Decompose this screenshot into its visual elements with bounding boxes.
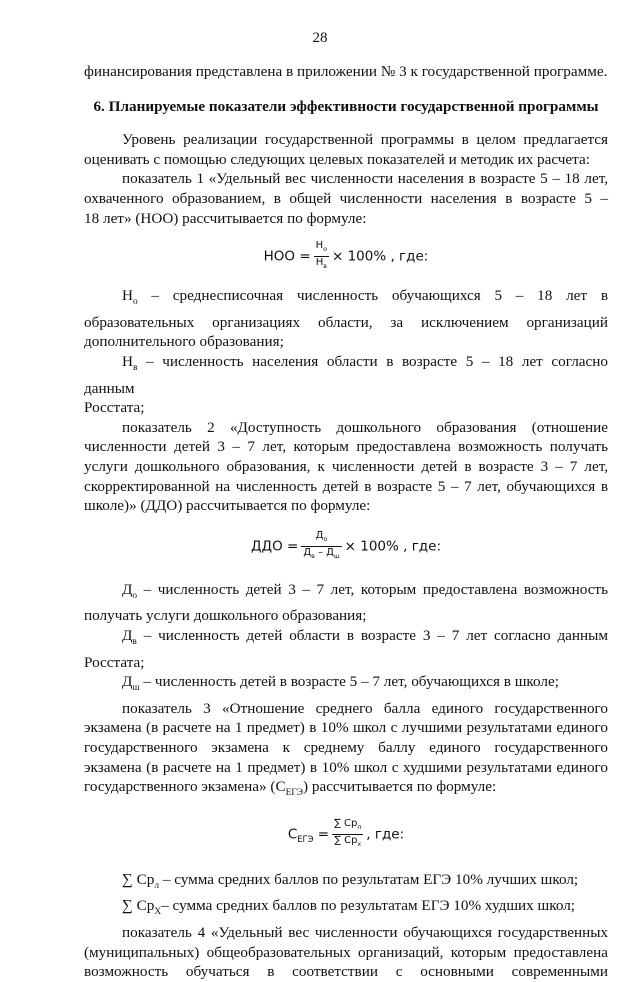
definition-line: ∑ $Ср_Х-$ сумма средних баллов по результатам ЕГЭ 10% худших школ;	[122, 897, 576, 918]
definition-line: образовательных организациях области, за исключением организаций	[84, 313, 608, 331]
paragraph-line: охваченного образованием, в общей численности населения в возрасте 5 –	[84, 189, 608, 207]
paragraph-line: государственного экзамена к среднему баллу единого государственного	[84, 739, 608, 756]
paragraph-line: Уровень реализации государственной программы в целом предлагается	[122, 131, 608, 149]
page-content	[84, 62, 608, 982]
formula-ege: $С_{ЕГЭ}$ = $\frac{\sum Ср_л}{\sum Ср_х}$ , где:	[84, 818, 608, 856]
paragraph-line: оценивать с помощью следующих целевых показателей и методик их расчета:	[84, 150, 590, 168]
paragraph-line: показатель 2 «Доступность дошкольного образования (отношение	[122, 418, 608, 436]
page-number: 28	[312, 30, 328, 46]
paragraph-line: 18 лет» (НОО) рассчитывается по формуле:	[84, 209, 367, 227]
formula-noo: НОО = $\frac{Н_о}{Н_в}$ × 100% , где:	[84, 240, 608, 276]
paragraph-line: численности детей 3 – 7 лет, которым предоставлена возможность получать	[84, 438, 608, 456]
formula-ddo: ДДО = $\frac{Д_о}{Д_в - Д_ш}$ × 100% , где:	[84, 530, 608, 566]
definition-line: $Д_в$ – численность детей области в возрасте 3 – 7 лет согласно данным	[122, 626, 608, 647]
paragraph-line: экзамена (в расчете на 1 предмет) в 10% школ с худшими результатами единого	[84, 758, 608, 776]
paragraph-line: экзамена (в расчете на 1 предмет) в 10% школ с лучшими результатами единого	[84, 719, 608, 737]
definition-line: $Н_в$ – численность населения области в возрасте 5 – 18 лет согласно данным	[84, 352, 608, 397]
definition-line: $Д_о$ – численность детей 3 – 7 лет, которым предоставлена возможность	[122, 580, 608, 601]
definition-line: дополнительного образования;	[84, 333, 284, 351]
paragraph-line: показатель 3 «Отношение среднего балла единого государственного	[122, 699, 608, 717]
fraction: $\frac{\sum Ср_л}{\sum Ср_х}$	[334, 817, 362, 848]
paragraph-line: государственного экзамена» $(С_{ЕГЭ})$ рассчитывается по формуле:	[84, 778, 497, 799]
definition-line: получать услуги дошкольного образования;	[84, 607, 367, 625]
definition-line: Росстата;	[84, 399, 145, 417]
section-heading: 6. Планируемые показатели эффективности государственной программы	[93, 97, 599, 115]
definition-line: $Н_о$ – среднесписочная численность обучающихся 5 – 18 лет в	[122, 287, 608, 308]
paragraph-line: возможность обучаться в соответствии с основными современными	[84, 963, 608, 981]
definition-line: ∑ $Ср_л$ – сумма средних баллов по результатам ЕГЭ 10% лучших школ;	[122, 870, 579, 891]
fraction: $\frac{Н_о}{Н_в}$	[315, 240, 327, 271]
paragraph-line: скорректированной на численность детей в возрасте 5 – 7 лет, обучающихся в	[84, 477, 608, 495]
paragraph-line: показатель 1 «Удельный вес численности населения в возрасте 5 – 18 лет,	[122, 170, 608, 188]
paragraph-line: (муниципальных) общеобразовательных организаций, которым предоставлена	[84, 943, 608, 961]
paragraph-line: услуги дошкольного образования, к численности детей в возрасте 3 – 7 лет,	[84, 457, 608, 475]
paragraph-line: показатель 4 «Удельный вес численности обучающихся государственных	[122, 924, 608, 942]
paragraph-line: школе)» (ДДО) рассчитывается по формуле:	[84, 497, 371, 515]
fraction: $\frac{Д_о}{Д_в - Д_ш}$	[303, 529, 340, 560]
intro-line: финансирования представлена в приложении № 3 к государственной программе.	[84, 63, 608, 80]
definition-line: Росстата;	[84, 653, 145, 671]
definition-line: $Д_ш$ – численность детей в возрасте 5 – 7 лет, обучающихся в школе;	[122, 673, 559, 694]
